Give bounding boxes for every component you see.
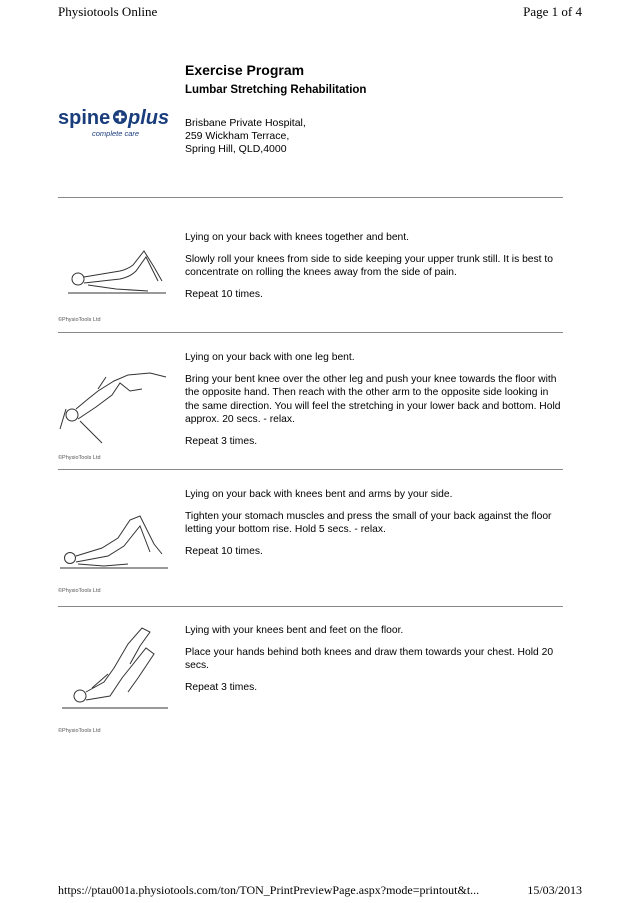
exercise-illustration: [58, 502, 170, 592]
logo-text-spine: spine: [58, 107, 111, 129]
divider: [58, 606, 563, 607]
print-date: 15/03/2013: [527, 883, 582, 897]
copyright-label: ©PhysioTools Ltd: [58, 317, 101, 323]
exercise-instructions: Place your hands behind both knees and draw them towards your chest. Hold 20 secs.: [185, 646, 554, 671]
address-line: 259 Wickham Terrace,: [185, 130, 290, 142]
exercise-position: Lying on your back with knees bent and arms by your side.: [185, 489, 453, 500]
exercise-text: [185, 231, 565, 309]
exercise-repeat: Repeat 3 times.: [185, 435, 258, 447]
clinic-address: [185, 117, 306, 156]
copyright-label: ©PhysioTools Ltd: [58, 728, 101, 734]
exercise-illustration: [58, 369, 170, 459]
page-url: https://ptau001a.physiotools.com/ton/TON_PrintPreviewPage.aspx?mode=printout&t...: [58, 883, 480, 897]
site-name: Physiotools Online: [58, 4, 158, 19]
exercise-position: Lying on your back with one leg bent.: [185, 352, 355, 363]
divider: [58, 332, 563, 333]
logo-tagline: complete care: [92, 129, 140, 138]
address-line: Spring Hill, QLD,4000: [185, 143, 287, 155]
program-subtitle: Lumbar Stretching Rehabilitation: [185, 84, 367, 96]
copyright-label: ©PhysioTools Ltd: [58, 588, 101, 594]
copyright-label: ©PhysioTools Ltd: [58, 455, 101, 461]
exercise-illustration: [58, 231, 170, 321]
exercise-position: Lying on your back with knees together and bent.: [185, 232, 410, 243]
exercise-illustration: [58, 624, 170, 714]
exercise-instructions: Slowly roll your knees from side to side keeping your upper trunk still. It is best to concentrate on rolling the knees away from the side of pain.: [185, 253, 553, 278]
exercise-instructions: Bring your bent knee over the other leg and push your knee towards the floor with the opposite hand. Then reach with the other arm to the opposite side looking in the same direction. You will feel the stretching in your lower back and bottom. Hold approx. 20 secs. - relax.: [185, 373, 561, 425]
exercise-position: Lying with your knees bent and feet on the floor.: [185, 625, 404, 636]
exercise-repeat: Repeat 10 times.: [185, 288, 263, 300]
exercise-text: [185, 624, 565, 702]
exercise-text: [185, 488, 565, 566]
divider: [58, 469, 563, 470]
logo-text-plus: plus: [128, 107, 170, 129]
exercise-repeat: Repeat 10 times.: [185, 545, 263, 557]
program-title: Exercise Program: [185, 62, 305, 78]
exercise-text: [185, 351, 565, 456]
page-number: Page 1 of 4: [523, 4, 582, 19]
spineplus-logo: [58, 104, 180, 148]
exercise-repeat: Repeat 3 times.: [185, 681, 258, 693]
divider: [58, 197, 563, 198]
exercise-instructions: Tighten your stomach muscles and press the small of your back against the floor letting your bottom rise. Hold 5 secs. - relax.: [185, 510, 552, 535]
address-line: Brisbane Private Hospital,: [185, 117, 306, 129]
